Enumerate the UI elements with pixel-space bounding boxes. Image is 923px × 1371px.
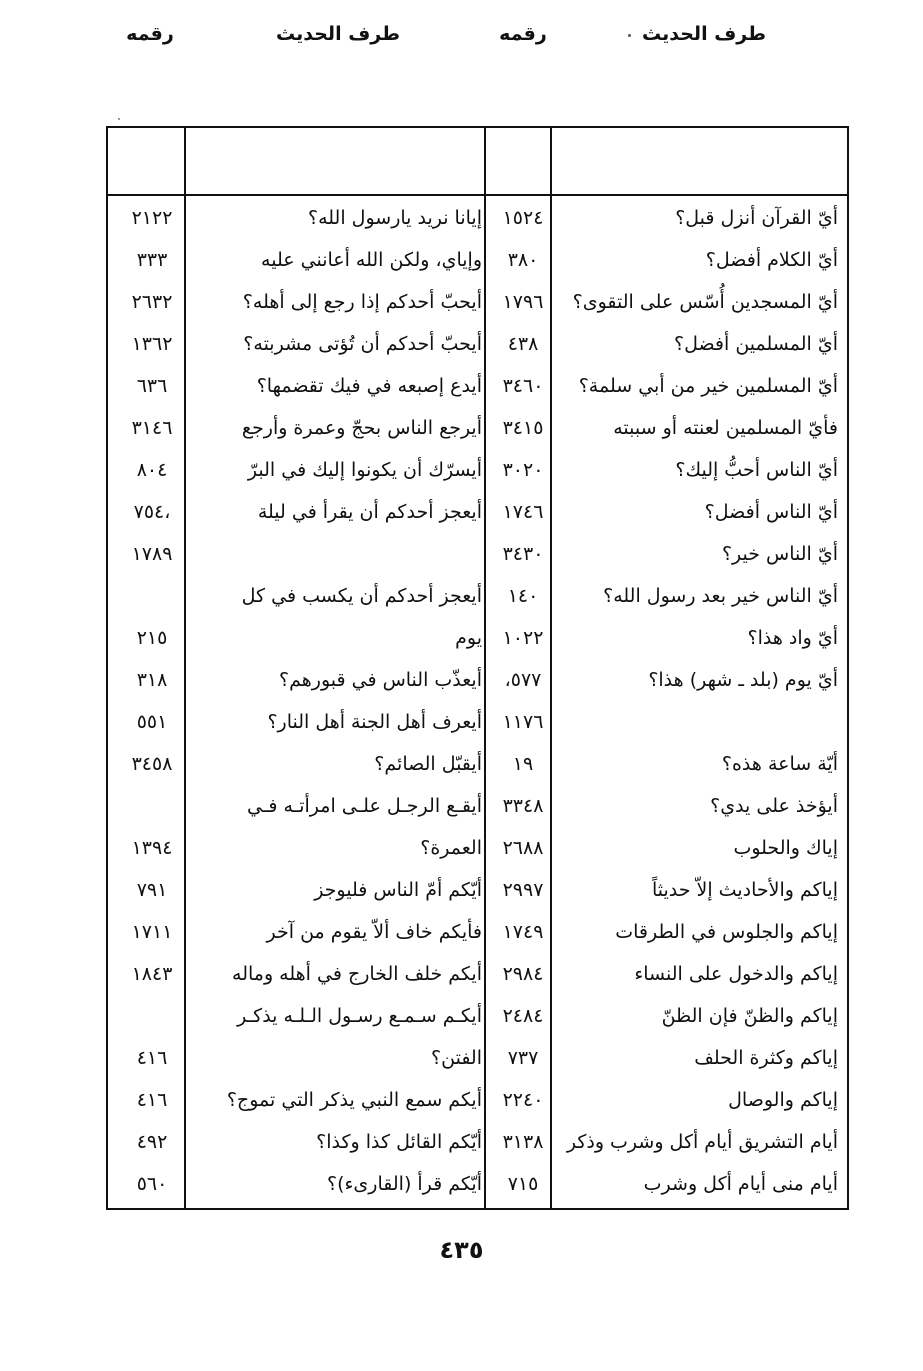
hadith-text-right: أيّ يوم (بلد ـ شهر) هذا؟ [648, 669, 838, 691]
hadith-number-right: ١٧٤٩ [502, 921, 544, 943]
hadith-text-right: أيّ الناس أفضل؟ [704, 501, 838, 523]
hadith-text-right: إياكم والأحاديث إلاّ حديثاً [651, 879, 838, 901]
header-hadith-right: طرف الحديث [642, 23, 766, 45]
hadith-text-right: فأيّ المسلمين لعنته أو سببته [613, 417, 838, 439]
hadith-text-right: أيّ الناس أحبُّ إليك؟ [675, 459, 838, 481]
page-number: ٤٣٥ [439, 1236, 484, 1264]
hadith-number-right: ١٩ [512, 753, 534, 775]
hadith-number-left: ١٣٩٤ [131, 837, 173, 859]
hadith-number-left: ٧٩١ [136, 879, 168, 901]
hadith-text-left: وإياي، ولكن الله أعانني عليه [261, 249, 482, 271]
hadith-number-right: ٣١٣٨ [502, 1131, 544, 1153]
hadith-number-right: ١٠٢٢ [502, 627, 544, 649]
hadith-number-left: ٥٦٠ [136, 1173, 168, 1195]
hadith-text-left: أيكـم سـمـع رسـول الـلـه يذكـر [237, 1005, 482, 1027]
hadith-number-left: ٢١٢٢ [131, 207, 173, 229]
hadith-number-left: ٣٣٣ [136, 249, 168, 271]
hadith-text-left: أيرجع الناس بحجّ وعمرة وأرجع [241, 417, 482, 439]
hadith-text-right: أيّ المسجدين أُسّس على التقوى؟ [572, 291, 838, 313]
hadith-text-right: أيؤخذ على يدي؟ [710, 795, 838, 817]
header-number-left: رقمه [126, 23, 174, 45]
hadith-text-left: أيّكم قرأ (القارىء)؟ [327, 1173, 482, 1195]
header-number-right: رقمه [499, 23, 547, 45]
hadith-number-left: ٨٠٤ [136, 459, 168, 481]
hadith-number-left: ٤٩٢ [136, 1131, 168, 1153]
hadith-number-left: ،٧٥٤ [133, 501, 171, 523]
hadith-number-left [114, 995, 190, 1037]
hadith-text-left: أيعجز أحدكم أن يكسب في كل [241, 585, 482, 607]
hadith-text-left: أيحبّ أحدكم أن تُؤتى مشربته؟ [243, 333, 482, 355]
hadith-text-left: أيعرف أهل الجنة أهل النار؟ [267, 711, 482, 733]
hadith-number-right: ١١٧٦ [502, 711, 544, 733]
hadith-text-left: أيّكم أمّ الناس فليوجز [314, 879, 482, 901]
hadith-text-left: أيقـع الرجـل علـى امرأتـه فـي [246, 795, 482, 817]
hadith-number-left: ٣١٨ [136, 669, 168, 691]
hadith-number-right: ٥٧٧، [504, 669, 542, 691]
hadith-number-left: ١٧١١ [131, 921, 173, 943]
hadith-text-left: فأيكم خاف ألاّ يقوم من آخر [266, 921, 482, 943]
header-divider [108, 194, 847, 196]
hadith-number-right: ٣٤١٥ [502, 417, 544, 439]
hadith-text-right: إياكم والجلوس في الطرقات [615, 921, 838, 943]
hadith-number-left [114, 575, 190, 617]
hadith-number-right: ١٧٤٦ [502, 501, 544, 523]
hadith-text-right: أيّ الكلام أفضل؟ [705, 249, 838, 271]
speck [118, 118, 120, 120]
hadith-text-right [560, 701, 838, 743]
hadith-text-left: يوم [455, 627, 482, 649]
hadith-text-right: أيّ المسلمين أفضل؟ [673, 333, 838, 355]
hadith-text-right: إياكم والدخول على النساء [634, 963, 838, 985]
hadith-number-left: ٣٤٥٨ [131, 753, 173, 775]
hadith-text-right: أيّ الناس خير بعد رسول الله؟ [603, 585, 838, 607]
hadith-number-left: ١٨٤٣ [131, 963, 173, 985]
hadith-text-right: أيّ المسلمين خير من أبي سلمة؟ [578, 375, 838, 397]
hadith-number-left: ٥٥١ [136, 711, 168, 733]
hadith-number-right: ٢٤٨٤ [502, 1005, 544, 1027]
hadith-text-left [192, 533, 482, 575]
hadith-number-right: ١٥٢٤ [502, 207, 544, 229]
hadith-number-right: ٣٨٠ [507, 249, 539, 271]
hadith-number-left: ٢١٥ [136, 627, 168, 649]
hadith-number-right: ٤٣٨ [507, 333, 539, 355]
hadith-text-left: أيحبّ أحدكم إذا رجع إلى أهله؟ [242, 291, 482, 313]
hadith-number-right: ٣٣٤٨ [502, 795, 544, 817]
hadith-number-right: ٣٤٦٠ [502, 375, 544, 397]
hadith-number-right: ١٤٠ [507, 585, 539, 607]
hadith-number-right: ٢٢٤٠ [502, 1089, 544, 1111]
hadith-text-left: أيعذّب الناس في قبورهم؟ [279, 669, 482, 691]
hadith-text-right: أيّ الناس خير؟ [721, 543, 838, 565]
hadith-text-left: الفتن؟ [431, 1047, 482, 1069]
hadith-number-left: ٣١٤٦ [131, 417, 173, 439]
hadith-text-left: إيانا نريد يارسول الله؟ [307, 207, 482, 229]
hadith-text-right: إياكم والوصال [728, 1089, 838, 1111]
hadith-text-right: أيّ واد هذا؟ [747, 627, 838, 649]
hadith-number-right: ٣٤٣٠ [502, 543, 544, 565]
hadith-text-right: إياك والحلوب [733, 837, 838, 859]
hadith-number-left: ٢٦٣٢ [131, 291, 173, 313]
hadith-number-right: ٧٣٧ [507, 1047, 539, 1069]
hadith-text-left: أيسرّك أن يكونوا إليك في البرّ [247, 459, 482, 481]
hadith-text-right: أيّة ساعة هذه؟ [721, 753, 838, 775]
hadith-text-right: أيام التشريق أيام أكل وشرب وذكر [566, 1131, 838, 1153]
hadith-number-left: ٤١٦ [136, 1047, 168, 1069]
hadith-number-right: ٢٦٨٨ [502, 837, 544, 859]
hadith-text-left: العمرة؟ [420, 837, 482, 859]
hadith-number-left: ١٧٨٩ [131, 543, 173, 565]
hadith-text-left: أيّكم القائل كذا وكذا؟ [316, 1131, 482, 1153]
hadith-text-right: إياكم والظنّ فإن الظنّ [661, 1005, 838, 1027]
hadith-number-left: ١٣٦٢ [131, 333, 173, 355]
hadith-text-left: أيكم خلف الخارج في أهله وماله [232, 963, 482, 985]
header-hadith-left: طرف الحديث [276, 23, 400, 45]
hadith-number-right: ٧١٥ [507, 1173, 539, 1195]
hadith-number-right: ٢٩٩٧ [502, 879, 544, 901]
hadith-number-left: ٤١٦ [136, 1089, 168, 1111]
hadith-number-right: ٢٩٨٤ [502, 963, 544, 985]
hadith-number-right: ٣٠٢٠ [502, 459, 544, 481]
hadith-text-left: أيدع إصبعه في فيك تقضمها؟ [256, 375, 482, 397]
hadith-text-right: أيّ القرآن أنزل قبل؟ [675, 207, 838, 229]
hadith-text-left: أيعجز أحدكم أن يقرأ في ليلة [257, 501, 482, 523]
hadith-text-left: أيقبّل الصائم؟ [374, 753, 482, 775]
hadith-number-left [114, 785, 190, 827]
hadith-text-left: أيكم سمع النبي يذكر التي تموج؟ [226, 1089, 482, 1111]
hadith-text-right: أيام منى أيام أكل وشرب [643, 1173, 838, 1195]
hadith-number-left: ٦٣٦ [136, 375, 168, 397]
hadith-text-right: إياكم وكثرة الحلف [694, 1047, 838, 1069]
hadith-number-right: ١٧٩٦ [502, 291, 544, 313]
